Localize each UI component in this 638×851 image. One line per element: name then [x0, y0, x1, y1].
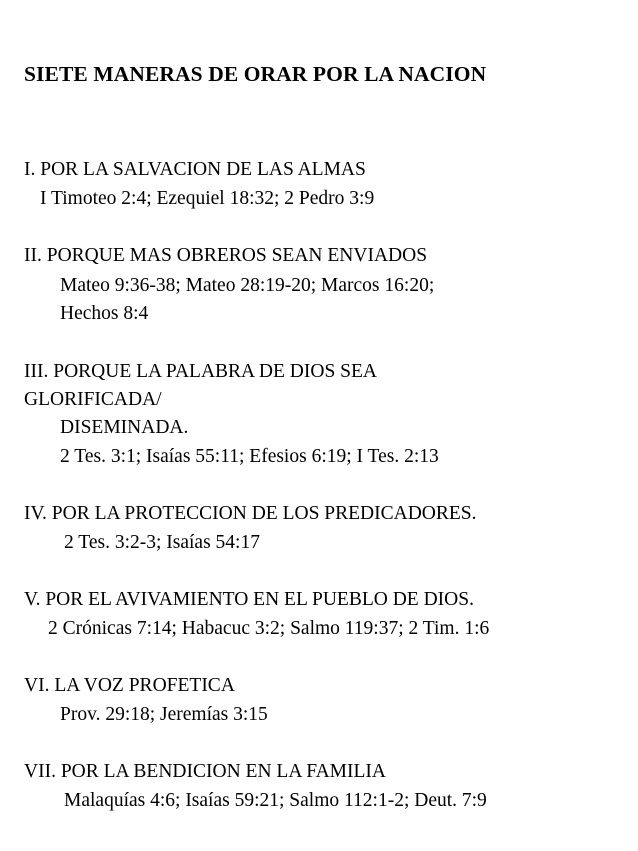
section-3-heading-continued: GLORIFICADA/	[24, 389, 162, 410]
section-7-heading: VII. POR LA BENDICION EN LA FAMILIA	[24, 761, 386, 782]
section-3-heading: III. PORQUE LA PALABRA DE DIOS SEA	[24, 361, 378, 382]
document-title: SIETE MANERAS DE ORAR POR LA NACION	[24, 62, 487, 86]
section-3-heading-line-3: DISEMINADA.	[60, 417, 189, 438]
section-7-references: Malaquías 4:6; Isaías 59:21; Salmo 112:1-2; Deut. 7:9	[64, 790, 487, 811]
section-6-heading: VI. LA VOZ PROFETICA	[24, 675, 235, 696]
section-2-references-line-1: Mateo 9:36-38; Mateo 28:19-20; Marcos 16:20;	[60, 275, 435, 296]
section-1-references: I Timoteo 2:4; Ezequiel 18:32; 2 Pedro 3:9	[40, 188, 375, 209]
section-4-references: 2 Tes. 3:2-3; Isaías 54:17	[64, 532, 260, 553]
section-5-references: 2 Crónicas 7:14; Habacuc 3:2; Salmo 119:37; 2 Tim. 1:6	[48, 618, 490, 639]
section-2-references-line-2: Hechos 8:4	[60, 303, 149, 324]
section-3-references: 2 Tes. 3:1; Isaías 55:11; Efesios 6:19; I Tes. 2:13	[60, 446, 439, 467]
section-2-heading: II. PORQUE MAS OBREROS SEAN ENVIADOS	[24, 245, 428, 266]
section-1-heading: I. POR LA SALVACION DE LAS ALMAS	[24, 159, 366, 180]
section-5-heading: V. POR EL AVIVAMIENTO EN EL PUEBLO DE DIOS.	[24, 589, 474, 610]
section-6-references: Prov. 29:18; Jeremías 3:15	[60, 704, 268, 725]
section-4-heading: IV. POR LA PROTECCION DE LOS PREDICADORES.	[24, 503, 477, 524]
